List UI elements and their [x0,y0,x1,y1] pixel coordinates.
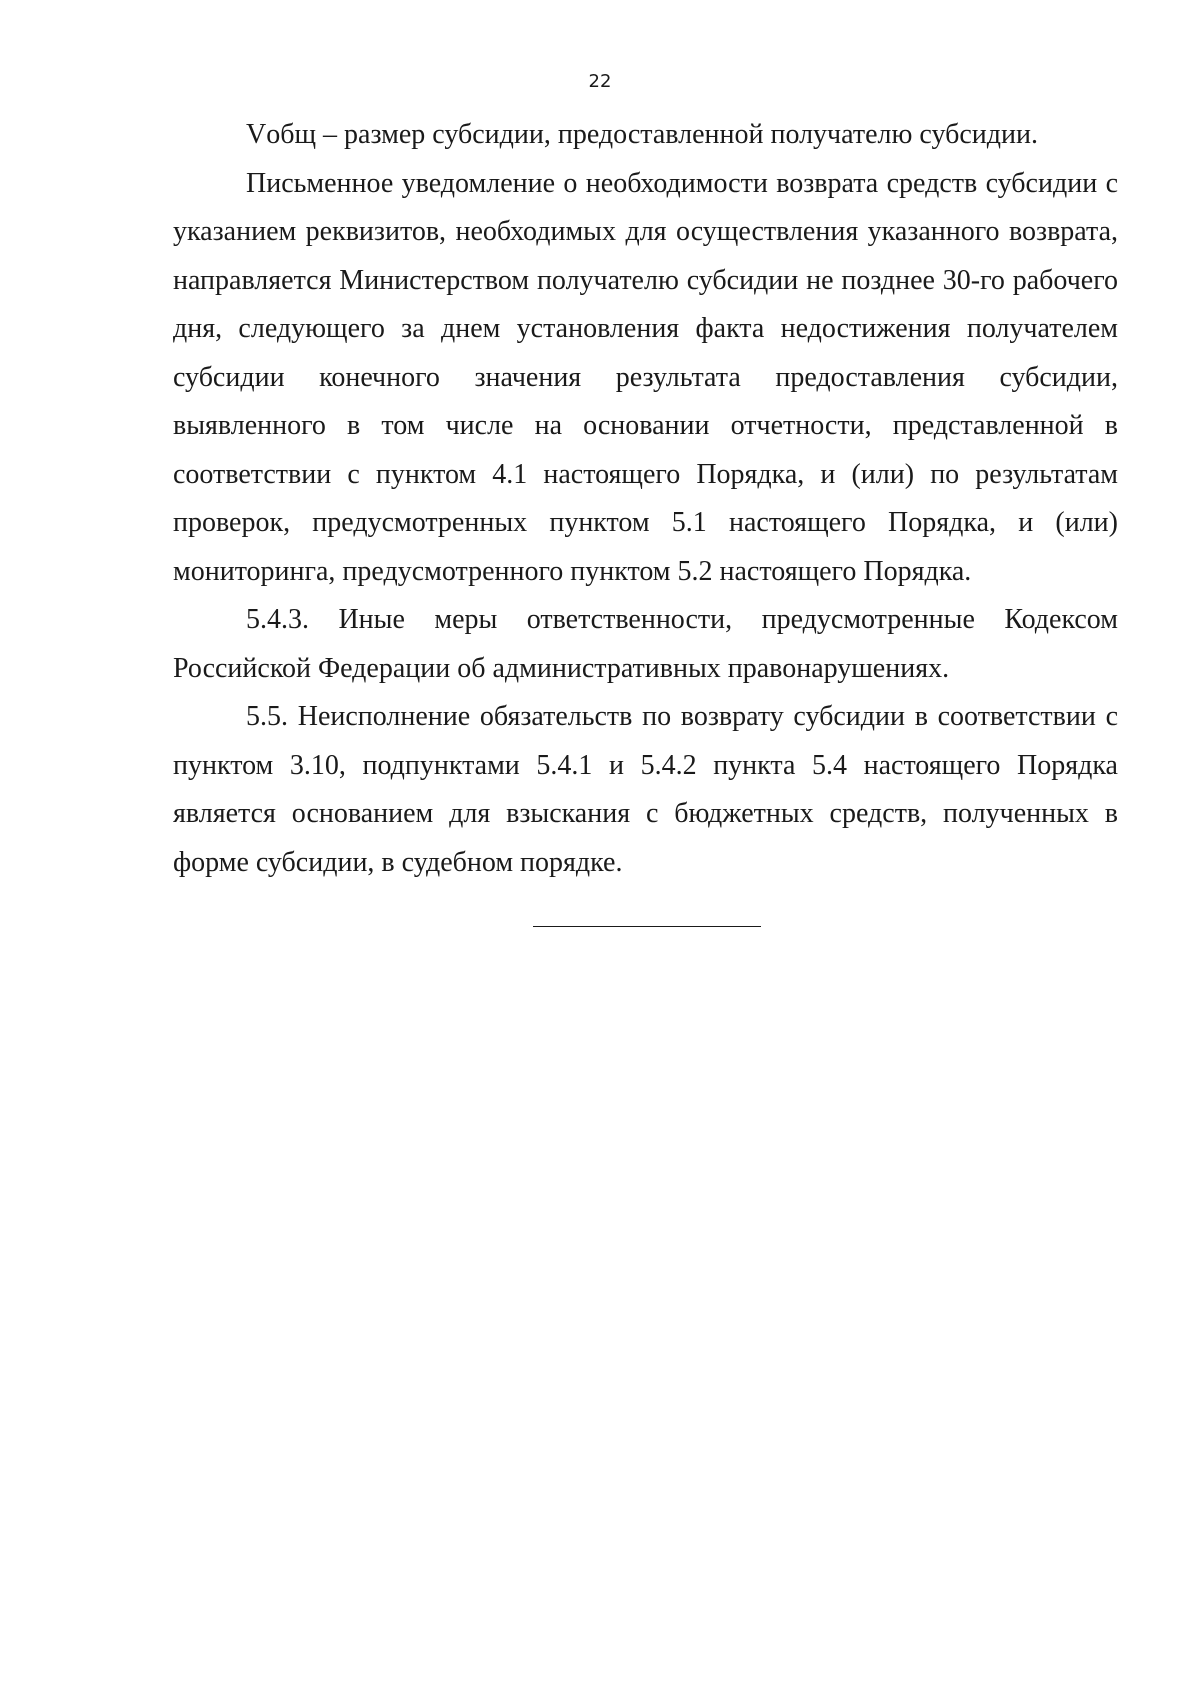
paragraph-5-4-3: 5.4.3. Иные меры ответственности, предусмотренные Кодексом Российской Федерации об административных правонарушениях. [173,604,1118,684]
paragraph-written-notice: Письменное уведомление о необходимости возврата средств субсидии с указанием реквизитов, необходимых для осуществления указанного возврата, направляется Министерством получателю субсидии не позднее 30-го рабочего дня, следующего за днем установления факта недостижения получателем субсидии конечного значения результата предоставления субсидии, выявленного в том числе на основании отчетности, представленной в соответствии с пунктом 4.1 настоящего Порядка, и (или) по результатам проверок, предусмотренных пунктом 5.1 настоящего Порядка, и (или) мониторинга, предусмотренного пунктом 5.2 настоящего Порядка. [173,167,1118,587]
page-number: 22 [588,71,612,92]
closing-divider [533,926,761,927]
document-body [173,111,1118,887]
paragraph-5-5: 5.5. Неисполнение обязательств по возврату субсидии в соответствии с пунктом 3.10, подпунктами 5.4.1 и 5.4.2 пункта 5.4 настоящего Порядка является основанием для взыскания с бюджетных средств, полученных в форме субсидии, в судебном порядке. [173,701,1118,878]
paragraph-vobsh-definition: Vобщ – размер субсидии, предоставленной получателю субсидии. [246,119,1038,150]
